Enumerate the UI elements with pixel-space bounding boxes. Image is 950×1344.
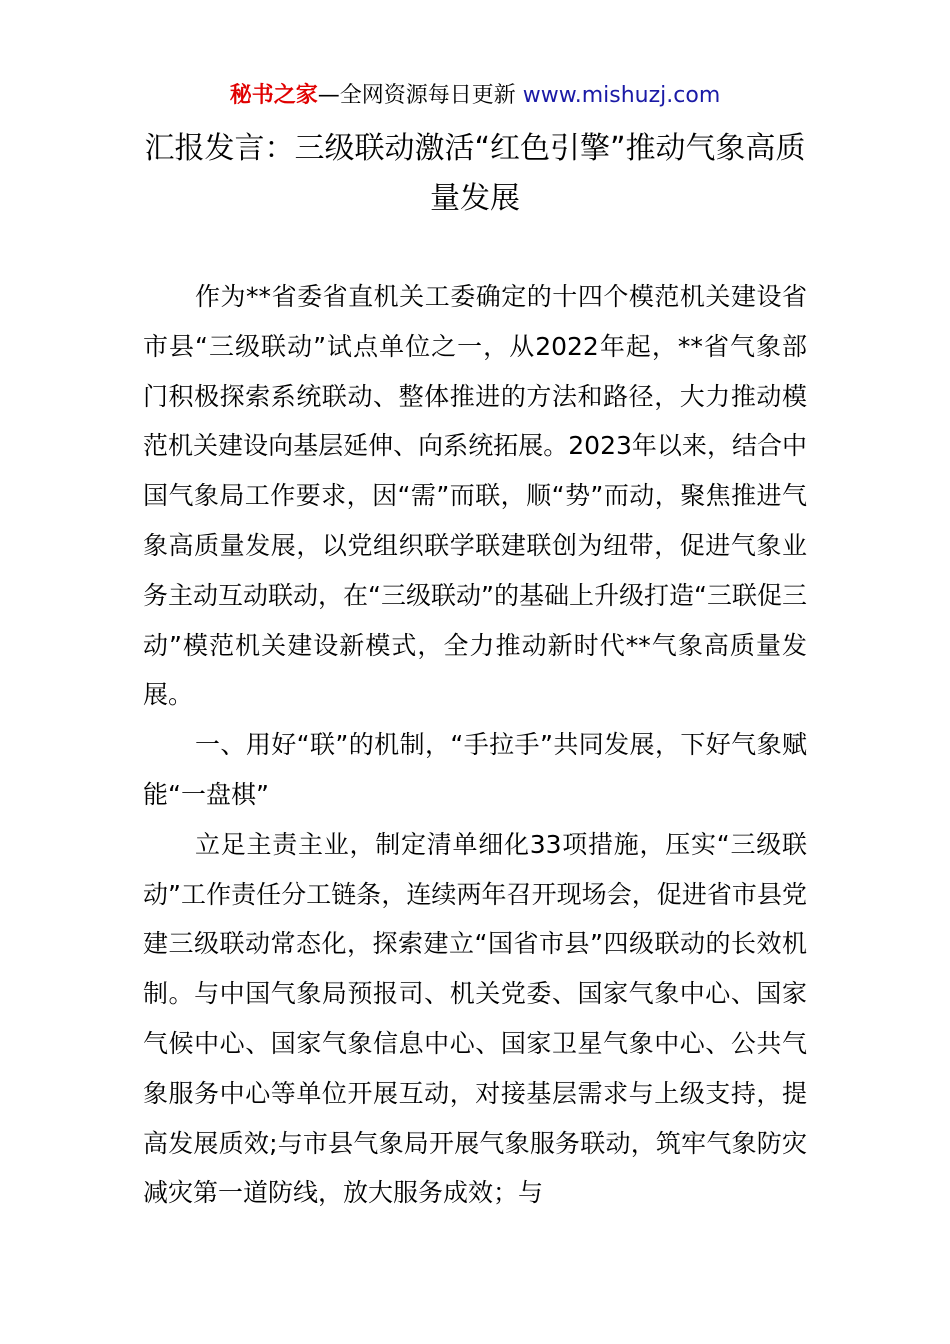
intro-paragraph: 作为**省委省直机关工委确定的十四个模范机关建设省市县“三级联动”试点单位之一，从2022年起，**省气象部门积极探索系统联动、整体推进的方法和路径，大力推动模范机关建设向基层延伸、向系统拓展。2023年以来，结合中国气象局工作要求，因“需”而联，顺“势”而动，聚焦推进气象高质量发展，以党组织联学联建联创为纽带，促进气象业务主动互动联动，在“三级联动”的基础上升级打造“三联促三动”模范机关建设新模式，全力推动新时代**气象高质量发展。 bbox=[143, 282, 807, 710]
brand-name: 秘书之家 bbox=[229, 83, 318, 108]
site-header bbox=[0, 80, 950, 112]
section-heading-1: 一、用好“联”的机制，“手拉手”共同发展，下好气象赋能“一盘棋” bbox=[143, 730, 807, 809]
document-body bbox=[143, 272, 807, 1218]
document-title: 汇报发言：三级联动激活“红色引擎”推动气象高质量发展 bbox=[144, 131, 806, 216]
header-tagline: —全网资源每日更新 bbox=[317, 83, 523, 108]
body-paragraph: 立足主责主业，制定清单细化33项措施，压实“三级联动”工作责任分工链条，连续两年召开现场会，促进省市县党建三级联动常态化，探索建立“国省市县”四级联动的长效机制。与中国气象局预报司、机关党委、国家气象中心、国家气候中心、国家气象信息中心、国家卫星气象中心、公共气象服务中心等单位开展互动，对接基层需求与上级支持，提高发展质效;与市县气象局开展气象服务联动，筑牢气象防灾减灾第一道防线，放大服务成效；与 bbox=[143, 829, 807, 1208]
site-url-link[interactable]: www.mishuzj.com bbox=[522, 83, 721, 108]
